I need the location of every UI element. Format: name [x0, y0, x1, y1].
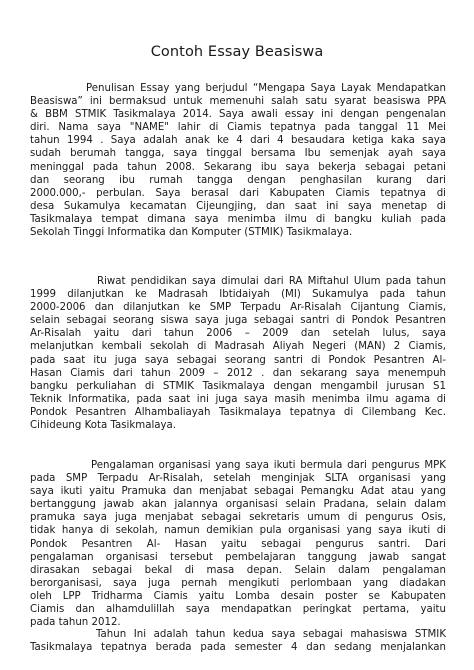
- text-line: Teknik Informatika, pada saat ini juga saya masih menimba ilmu agama di: [30, 393, 446, 405]
- text-line: Cihideung Kota Tasikmalaya.: [30, 420, 177, 432]
- text-line: meninggal pada tahun 2008. Sekarang ibu saya bekerja sebagai petani: [30, 161, 446, 173]
- text-line: 2000.000,- perbulan. Saya berasal dari Kabupaten Ciamis tepatnya di: [30, 187, 446, 199]
- paragraph-biography: [30, 82, 446, 239]
- text-line: tahun 1994 . Saya adalah anak ke 4 dari 4 besaudara ketiga kaka saya: [30, 135, 446, 147]
- text-line: Tahun Ini adalah tahun kedua saya sebagai mahasiswa STMIK: [96, 629, 446, 640]
- text-line: Riwat pendidikan saya dimulai dari RA Miftahul Ulum pada tahun: [97, 276, 446, 287]
- text-line: diri. Nama saya "NAME" lahir di Ciamis tepatnya pada tanggal 11 Mei: [30, 122, 446, 134]
- text-line: pada SMP Terpadu Ar-Risalah, setelah menginjak SLTA organisasi yang: [30, 473, 446, 485]
- text-line: Tasikmalaya tepatnya berada pada semester 4 dan sedang menjalankan: [30, 642, 446, 654]
- text-line: Beasiswa” ini bermaksud untuk memenuhi salah satu syarat beasiswa PPA: [30, 96, 446, 108]
- text-line: 2000-2006 dan dilanjutkan ke SMP Terpadu Ar-Risalah Cijantung Ciamis,: [30, 302, 446, 314]
- text-line: melanjutkan kembali sekolah di Madrasah Aliyah Negeri (MAN) 2 Ciamis,: [30, 341, 446, 353]
- text-line: sudah berumah tangga, saya tinggal bersama Ibu semenjak ayah saya: [30, 148, 446, 160]
- text-line: Penulisan Essay yang berjudul “Mengapa Saya Layak Mendapatkan: [86, 83, 446, 94]
- paragraph-organization: [30, 459, 446, 629]
- text-line: tidak hanya di sekolah, namun demikian pula organisasi yang saya ikuti di: [30, 525, 446, 537]
- paragraph-education: [30, 275, 446, 432]
- text-line: pengalaman organisasi tersebut pembelajaran tanggung jawab sangat: [30, 551, 446, 563]
- text-line: 1999 dilanjutkan ke Madrasah Ibtidaiyah (MI) Sukamulya pada tahun: [30, 289, 446, 301]
- text-line: Sekolah Tinggi Informatika dan Komputer (STMIK) Tasikmalaya.: [30, 227, 353, 239]
- text-line: berorganisasi, saya juga pernah mengikuti perlombaan yang diadakan: [30, 577, 446, 589]
- text-line: dan seorang ibu rumah tangga dengan penghasilan kurang dari: [30, 174, 446, 186]
- text-line: oleh LPP Tridharma Ciamis yaitu Lomba desain poster se Kabupaten: [30, 590, 446, 602]
- paragraph-current-study: [30, 628, 446, 654]
- text-line: saya ikuti yaitu Pramuka dan menjabat sebagai Pemangku Adat atau yang: [30, 486, 446, 498]
- text-line: bertanggung jawab akan jalannya organisasi selain Pradana, selain dalam: [30, 499, 446, 511]
- text-line: Hasan Ciamis dari tahun 2009 – 2012 . dan sekarang saya menempuh: [30, 367, 446, 379]
- text-line: Tasikmalaya tempat dimana saya menimba ilmu di bangku kuliah pada: [30, 213, 446, 225]
- text-line: pada saat itu juga saya sebagai seorang santri di Pondok Pesantren Al-: [30, 354, 446, 366]
- text-line: pramuka saya juga menjabat sebagai sekretaris umum di pengurus Osis,: [30, 512, 446, 524]
- text-line: selain sebagai seorang siswa saya juga sebagai santri di Pondok Pesantren: [30, 315, 446, 327]
- text-line: Pengalaman organisasi yang saya ikuti bermula dari pengurus MPK: [91, 460, 446, 471]
- text-line: pada tahun 2012.: [30, 617, 121, 629]
- text-line: dirasakan sebagai bekal di masa depan. Selain dalam pengalaman: [30, 564, 446, 576]
- text-line: desa Sukamulya kecamatan Cijeungjing, dan saat ini saya menetap di: [30, 200, 446, 212]
- text-line: Pondok Pesantren Alhambaliayah Tasikmalaya tepatnya di Cilembang Kec.: [30, 406, 446, 418]
- text-line: Ciamis dan alhamdulillah saya mendapatkan peringkat pertama, yaitu: [30, 604, 446, 616]
- text-line: bangku perkuliahan di STMIK Tasikmalaya dengan mengambil jurusan S1: [30, 380, 446, 392]
- text-line: Pondok Pesantren Al- Hasan yaitu sebagai pengurus santri. Dari: [30, 538, 446, 550]
- document-title: Contoh Essay Beasiswa: [150, 44, 324, 60]
- text-line: Ar-Risalah yaitu dari tahun 2006 – 2009 dan setelah lulus, saya: [30, 328, 446, 340]
- text-line: & BBM STMIK Tasikmalaya 2014. Saya awali essay ini dengan pengenalan: [30, 109, 446, 121]
